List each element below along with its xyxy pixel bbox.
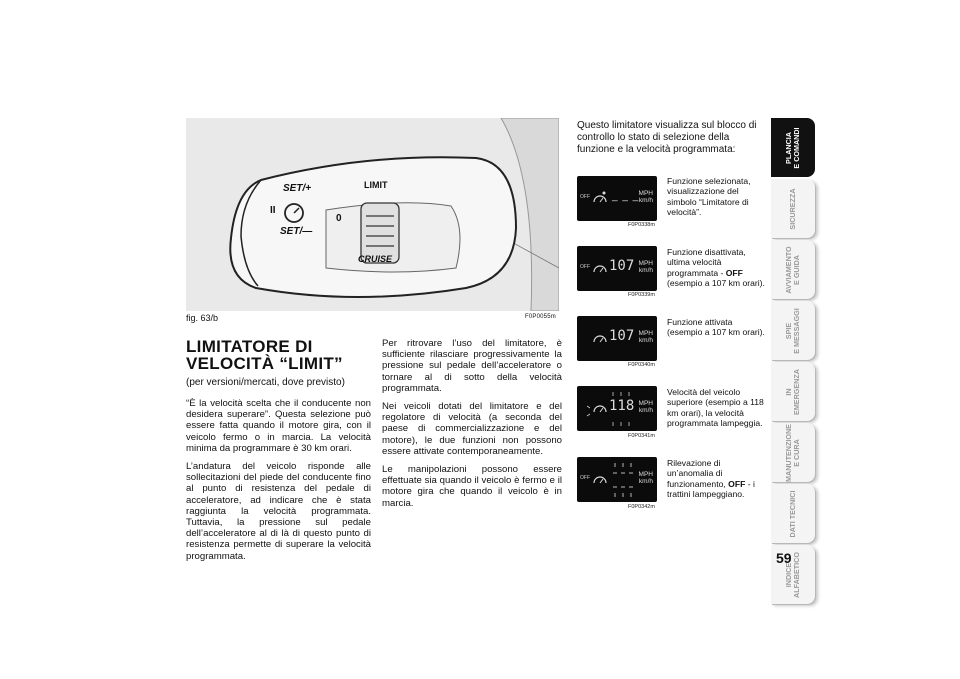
display-code: F0P0342m: [628, 504, 655, 510]
tab-plancia-e-comandi[interactable]: PLANCIA E COMANDI: [771, 118, 815, 177]
article-subtitle: (per versioni/mercati, dove previsto): [186, 377, 345, 388]
set-plus-label: SET/+: [283, 183, 312, 194]
tab-sicurezza[interactable]: SICUREZZA: [771, 179, 815, 238]
display-code: F0P0339m: [628, 292, 655, 298]
display-description: Rilevazione di un’anomalia di funzionamento, OFF - i trattini lampeggiano.: [667, 458, 755, 499]
article-title: LIMITATORE DI VELOCITÀ “LIMIT”: [186, 337, 343, 373]
paragraph: Le manipolazioni possono essere effettuate sia quando il veicolo è fermo e il motore gira che quando il veicolo è in marcia.: [382, 464, 562, 509]
speed-value: _ _ _: [612, 191, 640, 202]
display-panel: 118 MPH km/h: [577, 386, 657, 431]
speed-value: 107: [609, 258, 635, 274]
displays-intro: Questo limitatore visualizza sul blocco di controllo lo stato di selezione della funzione e la velocità programmata:: [577, 120, 757, 155]
display-code: F0P0338m: [628, 222, 655, 228]
display-panel: OFF _ _ _ MPH km/h: [577, 176, 657, 221]
display-description: Funzione disattivata, ultima velocità programmata - OFF (esempio a 107 km orari).: [667, 247, 765, 288]
tab-spie-e-messaggi[interactable]: SPIE E MESSAGGI: [771, 301, 815, 360]
tab-manutenzione-e-cura[interactable]: MANUTENZIONE E CURA: [771, 423, 815, 482]
pause-label: II: [270, 205, 276, 216]
tab-in-emergenza[interactable]: IN EMERGENZA: [771, 362, 815, 421]
limit-label: LIMIT: [364, 180, 388, 190]
article-column-2: [382, 338, 562, 516]
display-description: Funzione attivata (esempio a 107 km orari).: [667, 317, 765, 338]
figure-caption: fig. 63/b: [186, 313, 219, 323]
figure-code: F0P0055m: [525, 314, 556, 320]
cruise-label: CRUISE: [358, 254, 393, 264]
paragraph: “È la velocità scelta che il conducente non desidera superare”. Questa selezione può essere fatta quando il motore gira, con il veicolo fermo o in marcia. La velocità minima da programmare è 30 km orari.: [186, 398, 371, 454]
display-code: F0P0341m: [628, 433, 655, 439]
speed-value: 107: [609, 328, 635, 344]
page-number: 59: [776, 550, 792, 566]
stalk-figure: [186, 118, 559, 311]
tab-indice-alfabetico[interactable]: INDICE ALFABETICO: [771, 545, 815, 604]
paragraph: L’andatura del veicolo risponde alle sollecitazioni del piede del conducente fino al punto di resistenza del pedale di acceleratore, ad indicare che è stata raggiunta la velocità programmata. Tuttavia, la pressione sul pedale dell’acceleratore al di là di questo punto di resistenza permette di superare la velocità programmata.: [186, 461, 371, 562]
article-column-1: [186, 398, 371, 569]
set-minus-label: SET/—: [280, 226, 313, 237]
paragraph: Per ritrovare l’uso del limitatore, è sufficiente rilasciare progressivamente la pressione sul pedale dell’acceleratore o tornare al di sotto della velocità programmata.: [382, 338, 562, 394]
speed-value: 118: [609, 398, 635, 414]
section-tabs: [771, 118, 820, 606]
tab-avviamento-e-guida[interactable]: AVVIAMENTO E GUIDA: [771, 240, 815, 299]
display-description: Funzione selezionata, visualizzazione del simbolo “Limitatore di velocità”.: [667, 176, 751, 217]
cruise-stalk-illustration: [186, 118, 559, 311]
tab-dati-tecnici[interactable]: DATI TECNICI: [771, 484, 815, 543]
display-panel: OFF 107 MPH km/h: [577, 246, 657, 291]
display-panel: OFF MPH km/h: [577, 457, 657, 502]
display-code: F0P0340m: [628, 362, 655, 368]
paragraph: Nei veicoli dotati del limitatore e del regolatore di velocità (a seconda del paese di commercializzazione e del motore), le due funzioni non possono essere attivate contemporaneamente.: [382, 401, 562, 457]
display-panel: 107 MPH km/h: [577, 316, 657, 361]
zero-label: 0: [336, 213, 342, 224]
display-description: Velocità del veicolo superiore (esempio a 118 km orari), la velocità programmata lampeggia.: [667, 387, 764, 428]
